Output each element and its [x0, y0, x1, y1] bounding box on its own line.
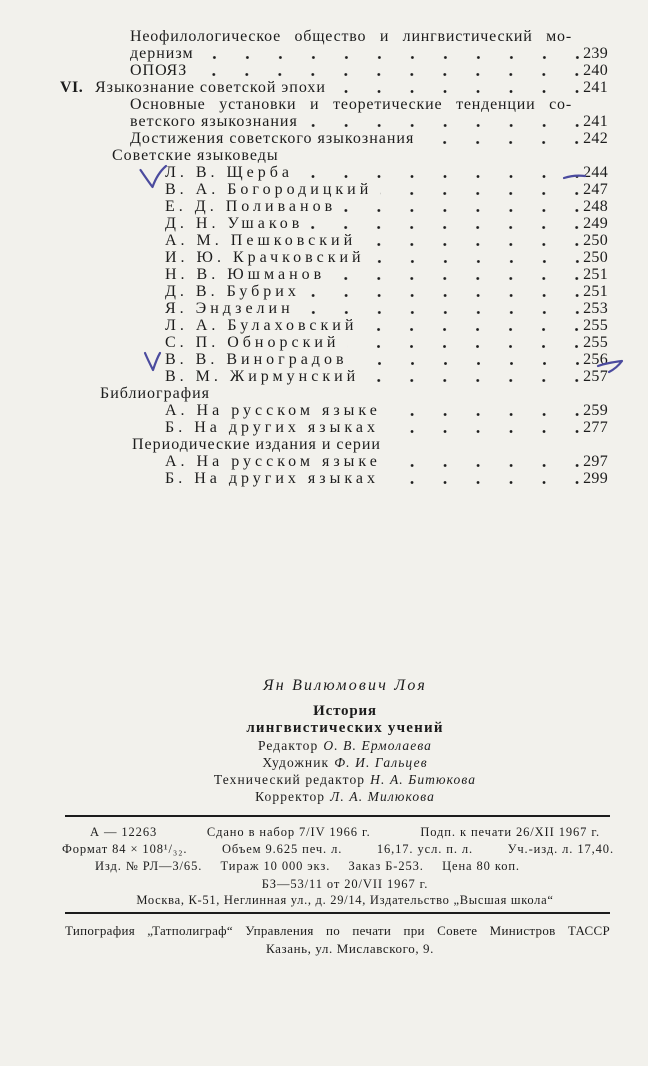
imprint-item: Цена 80 коп. — [442, 859, 520, 873]
toc-entry-text: С. П. Обнорский — [165, 334, 340, 351]
toc-entry — [0, 181, 648, 198]
dot-leader — [195, 62, 582, 79]
dot-leader — [364, 232, 582, 249]
toc-entry-text: дернизм — [130, 45, 194, 62]
toc-page-number: 256 — [583, 351, 608, 368]
toc-page-number: 248 — [583, 198, 608, 215]
toc-entry-text: ветского языкознания — [130, 113, 298, 130]
toc-page-number: 241 — [583, 113, 608, 130]
toc-page-number: 255 — [583, 317, 608, 334]
divider — [65, 912, 610, 914]
toc-entry-text: Основные установки и теоретические тенденции со- — [130, 96, 572, 113]
credit-line — [70, 737, 620, 755]
toc-page-number: 251 — [583, 266, 608, 283]
credit-role: Корректор — [255, 789, 326, 804]
credit-role: Технический редактор — [213, 772, 366, 787]
toc-page-number: 249 — [583, 215, 608, 232]
toc-entry-text: В. В. Виноградов — [165, 351, 348, 368]
imprint-line — [90, 824, 600, 841]
credit-role: Художник — [262, 755, 330, 770]
toc-entry-text: Л. А. Булаховский — [165, 317, 358, 334]
dot-leader — [302, 300, 582, 317]
dot-leader — [344, 198, 582, 215]
imprint-line — [95, 858, 520, 875]
toc-entry-text: Е. Д. Поливанов — [165, 198, 337, 215]
dot-leader — [202, 45, 582, 62]
toc-entry — [0, 164, 648, 181]
toc-entry-text: Неофилологическое общество и лингвистический мо- — [130, 28, 572, 45]
toc-group-heading — [0, 147, 648, 164]
dot-leader — [389, 402, 582, 419]
toc-page-number: 299 — [583, 470, 608, 487]
book-title-continued: лингвистических учений — [246, 720, 444, 736]
toc-entry — [0, 215, 648, 232]
table-of-contents — [0, 28, 648, 487]
imprint-item: А — 12263 — [90, 825, 158, 839]
toc-page-number: 242 — [583, 130, 608, 147]
toc-entry-text: Н. В. Юшманов — [165, 266, 326, 283]
imprint-item: Изд. № РЛ—3/65. — [95, 859, 203, 873]
dot-leader — [365, 317, 582, 334]
toc-entry-text: Б. На других языках — [165, 419, 379, 436]
dot-leader — [387, 419, 582, 436]
toc-entry — [0, 351, 648, 368]
toc-entry — [0, 300, 648, 317]
imprint-item: Подп. к печати 26/XII 1967 г. — [420, 825, 600, 839]
toc-entry — [0, 470, 648, 487]
credit-name: Ф. И. Гальцев — [334, 755, 428, 770]
toc-entry — [0, 402, 648, 419]
toc-entry-text: Советские языковеды — [112, 147, 279, 164]
dot-leader — [389, 453, 582, 470]
dot-leader — [334, 79, 582, 96]
toc-entry-text: ОПОЯЗ — [130, 62, 188, 79]
toc-chapter — [0, 79, 648, 96]
toc-entry — [0, 28, 648, 45]
toc-page-number: 259 — [583, 402, 608, 419]
toc-entry — [0, 334, 648, 351]
toc-page-number: 241 — [583, 79, 608, 96]
imprint-item: Объем 9.625 печ. л. — [221, 842, 343, 856]
toc-page-number: 253 — [583, 300, 608, 317]
toc-page-number: 277 — [583, 419, 608, 436]
toc-entry — [0, 249, 648, 266]
dot-leader — [422, 130, 582, 147]
printer-line: Типография „Татполиграф“ Управления по печати при Совете Министров ТАССР — [65, 923, 610, 938]
dot-leader — [347, 334, 582, 351]
toc-entry-text: А. На русском языке — [165, 453, 381, 470]
toc-page-number: 250 — [583, 232, 608, 249]
dot-leader — [380, 181, 582, 198]
toc-group-heading — [0, 385, 648, 402]
toc-entry-text: И. Ю. Крачковский — [165, 249, 365, 266]
toc-page-number: 297 — [583, 453, 608, 470]
toc-entry — [0, 62, 648, 79]
dot-leader — [367, 368, 582, 385]
credit-role: Редактор — [257, 738, 319, 753]
book-title: История — [313, 703, 377, 719]
dot-leader — [306, 113, 582, 130]
dot-leader — [311, 215, 582, 232]
imprint-item: 16,17. усл. п. л. — [376, 842, 474, 856]
toc-entry — [0, 198, 648, 215]
credit-name: О. В. Ермолаева — [323, 738, 433, 753]
toc-page-number: 255 — [583, 334, 608, 351]
toc-entry-text: Периодические издания и серии — [132, 436, 381, 453]
printer-address: Казань, ул. Миславского, 9. — [266, 941, 434, 956]
dot-leader — [373, 249, 582, 266]
toc-entry-text: А. М. Пешковский — [165, 232, 357, 249]
imprint-item: Уч.-изд. л. 17,40. — [507, 842, 614, 856]
toc-entry-text: Я. Эндзелин — [165, 300, 294, 317]
imprint-item: Формат 84 × 108¹/₃₂. — [62, 842, 188, 856]
toc-entry-text: Библиография — [100, 385, 210, 402]
toc-entry — [0, 368, 648, 385]
toc-page-number: 250 — [583, 249, 608, 266]
toc-entry-text: В. М. Жирмунский — [165, 368, 360, 385]
divider — [65, 815, 610, 817]
toc-entry — [0, 453, 648, 470]
imprint-item: Сдано в набор 7/IV 1966 г. — [206, 825, 371, 839]
credit-line — [70, 771, 620, 789]
toc-entry — [0, 232, 648, 249]
toc-entry-text: А. На русском языке — [165, 402, 381, 419]
dot-leader — [356, 351, 583, 368]
toc-entry-text: Л. В. Щерба — [165, 164, 294, 181]
toc-entry — [0, 266, 648, 283]
toc-entry-text: Д. В. Бубрих — [165, 283, 300, 300]
toc-page-number: 251 — [583, 283, 608, 300]
credit-name: Л. А. Милюкова — [330, 789, 435, 804]
credit-line — [70, 754, 620, 772]
dot-leader — [301, 164, 582, 181]
imprint-line — [62, 841, 614, 858]
dot-leader — [387, 470, 582, 487]
dot-leader — [308, 283, 582, 300]
imprint-line: БЗ—53/11 от 20/VII 1967 г. — [261, 877, 429, 891]
book-author: Ян Вилюмович Лоя — [263, 677, 427, 694]
toc-entry — [0, 113, 648, 130]
imprint-item: Заказ Б-253. — [348, 859, 424, 873]
toc-entry — [0, 419, 648, 436]
toc-page-number: 240 — [583, 62, 608, 79]
publisher-address: Москва, К-51, Неглинная ул., д. 29/14, Издательство „Высшая школа“ — [136, 893, 554, 907]
chapter-number: VI. — [60, 79, 84, 96]
toc-entry-text: Языкознание советской эпохи — [95, 79, 326, 96]
dot-leader — [333, 266, 582, 283]
toc-entry — [0, 130, 648, 147]
toc-page-number: 239 — [583, 45, 608, 62]
toc-entry-text: Б. На других языках — [165, 470, 379, 487]
toc-entry — [0, 45, 648, 62]
toc-page-number: 244 — [583, 164, 608, 181]
toc-page-number: 247 — [583, 181, 608, 198]
toc-entry — [0, 317, 648, 334]
toc-entry — [0, 283, 648, 300]
toc-entry-text: Достижения советского языкознания — [130, 130, 415, 147]
toc-page-number: 257 — [583, 368, 608, 385]
toc-entry — [0, 96, 648, 113]
credit-name: Н. А. Битюкова — [370, 772, 477, 787]
toc-group-heading — [0, 436, 648, 453]
toc-entry-text: В. А. Богородицкий — [165, 181, 373, 198]
credit-line — [70, 788, 620, 806]
imprint-item: Тираж 10 000 экз. — [220, 859, 331, 873]
toc-entry-text: Д. Н. Ушаков — [165, 215, 304, 232]
